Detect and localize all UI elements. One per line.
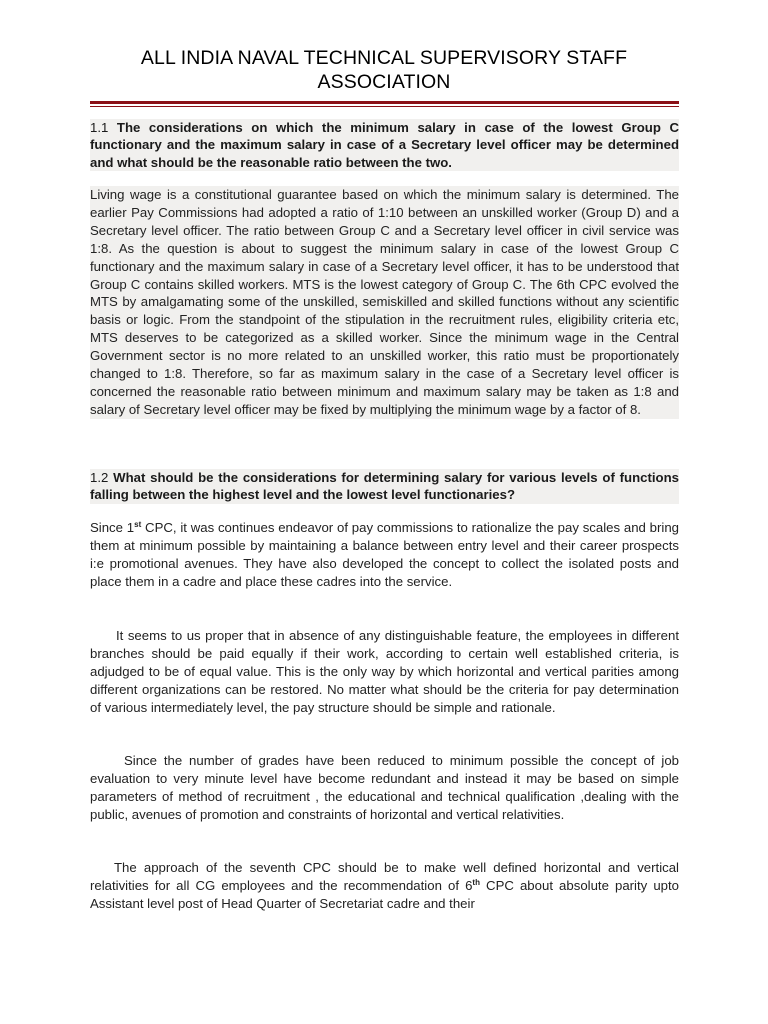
question-text: What should be the considerations for determining salary for various levels of functions falling between the highest level and the lowest level functionaries?: [90, 470, 679, 503]
title-rule-thick: [90, 101, 679, 104]
paragraph-text: CPC, it was continues endeavor of pay commissions to rationalize the pay scales and bring them at minimum possible by maintaining a balance between entry level and their career prospects i:e promotional avenues. They have also developed the concept to collect the isolated posts and place them in a cadre and place these cadres into the service.: [90, 520, 679, 589]
paragraph-2: It seems to us proper that in absence of any distinguishable feature, the employees in different branches should be paid equally if their work, according to certain well established criteria, is adjudged to be of equal value. This is the only way by which horizontal and vertical parities among different organizations can be restored. No matter what should be the criteria for pay determination of various intermediately level, the pay structure should be simple and rationale.: [90, 628, 679, 715]
paragraph-1: [90, 519, 679, 591]
paragraph-text: CPC about absolute parity upto Assistant level post of Head Quarter of Secretariat cadre and their: [90, 877, 679, 911]
paragraph-3: Since the number of grades have been reduced to minimum possible the concept of job evaluation to very minute level have become redundant and instead it may be based on simple parameters of method of recruitment , the educational and technical qualification ,dealing with the public, avenues of promotion and constraints of horizontal and vertical relativities.: [90, 753, 679, 822]
title-line-1: ALL INDIA NAVAL TECHNICAL SUPERVISORY STAFF: [140, 47, 628, 69]
superscript: st: [134, 520, 142, 529]
superscript: th: [472, 877, 480, 887]
paragraph-text: Since 1: [90, 520, 135, 535]
paragraph-4: [90, 859, 679, 913]
title-rule-thin: [90, 106, 679, 107]
question-number: 1.2: [90, 470, 109, 485]
question-number: 1.1: [90, 120, 109, 135]
question-1-2: [90, 469, 679, 504]
document-title: [90, 46, 678, 94]
answer-1-1: Living wage is a constitutional guarantee based on which the minimum salary is determined. The earlier Pay Commissions had adopted a ratio of 1:10 between an unskilled worker (Group D) and a Secretary level officer. The ratio between Group C and a Secretary level officer in civil service was 1:8. As the question is about to suggest the minimum salary in case of the lowest Group C functionary and the maximum salary in case of a Secretary level officer, it has to be understood that Group C contains skilled workers. MTS is the lowest category of Group C. The 6th CPC evolved the MTS by amalgamating some of the unskilled, semiskilled and skilled functions without any scientific basis or logic. From the standpoint of the stipulation in the recruitment rules, eligibility criteria etc, MTS deserves to be categorized as a skilled worker. Since the minimum wage in the Central Government sector is no more related to an unskilled worker, this ratio must be proportionately changed to 1:8. Therefore, so far as maximum salary in the case of a Secretary level officer is concerned the reasonable ratio between minimum and maximum salary may be taken as 1:8 and salary of Secretary level officer may be fixed by multiplying the minimum wage by a factor of 8.: [90, 187, 679, 417]
question-text: The considerations on which the minimum salary in case of the lowest Group C functionary and the maximum salary in case of a Secretary level officer may be determined and what should be the reasonable ratio between the two.: [90, 120, 679, 170]
title-line-2: ASSOCIATION: [317, 71, 451, 93]
question-1-1: [90, 119, 679, 171]
paragraph-text: The approach of the seventh CPC should be to make well defined horizontal and vertical relativities for all CG employees and the recommendation of 6: [90, 860, 679, 893]
